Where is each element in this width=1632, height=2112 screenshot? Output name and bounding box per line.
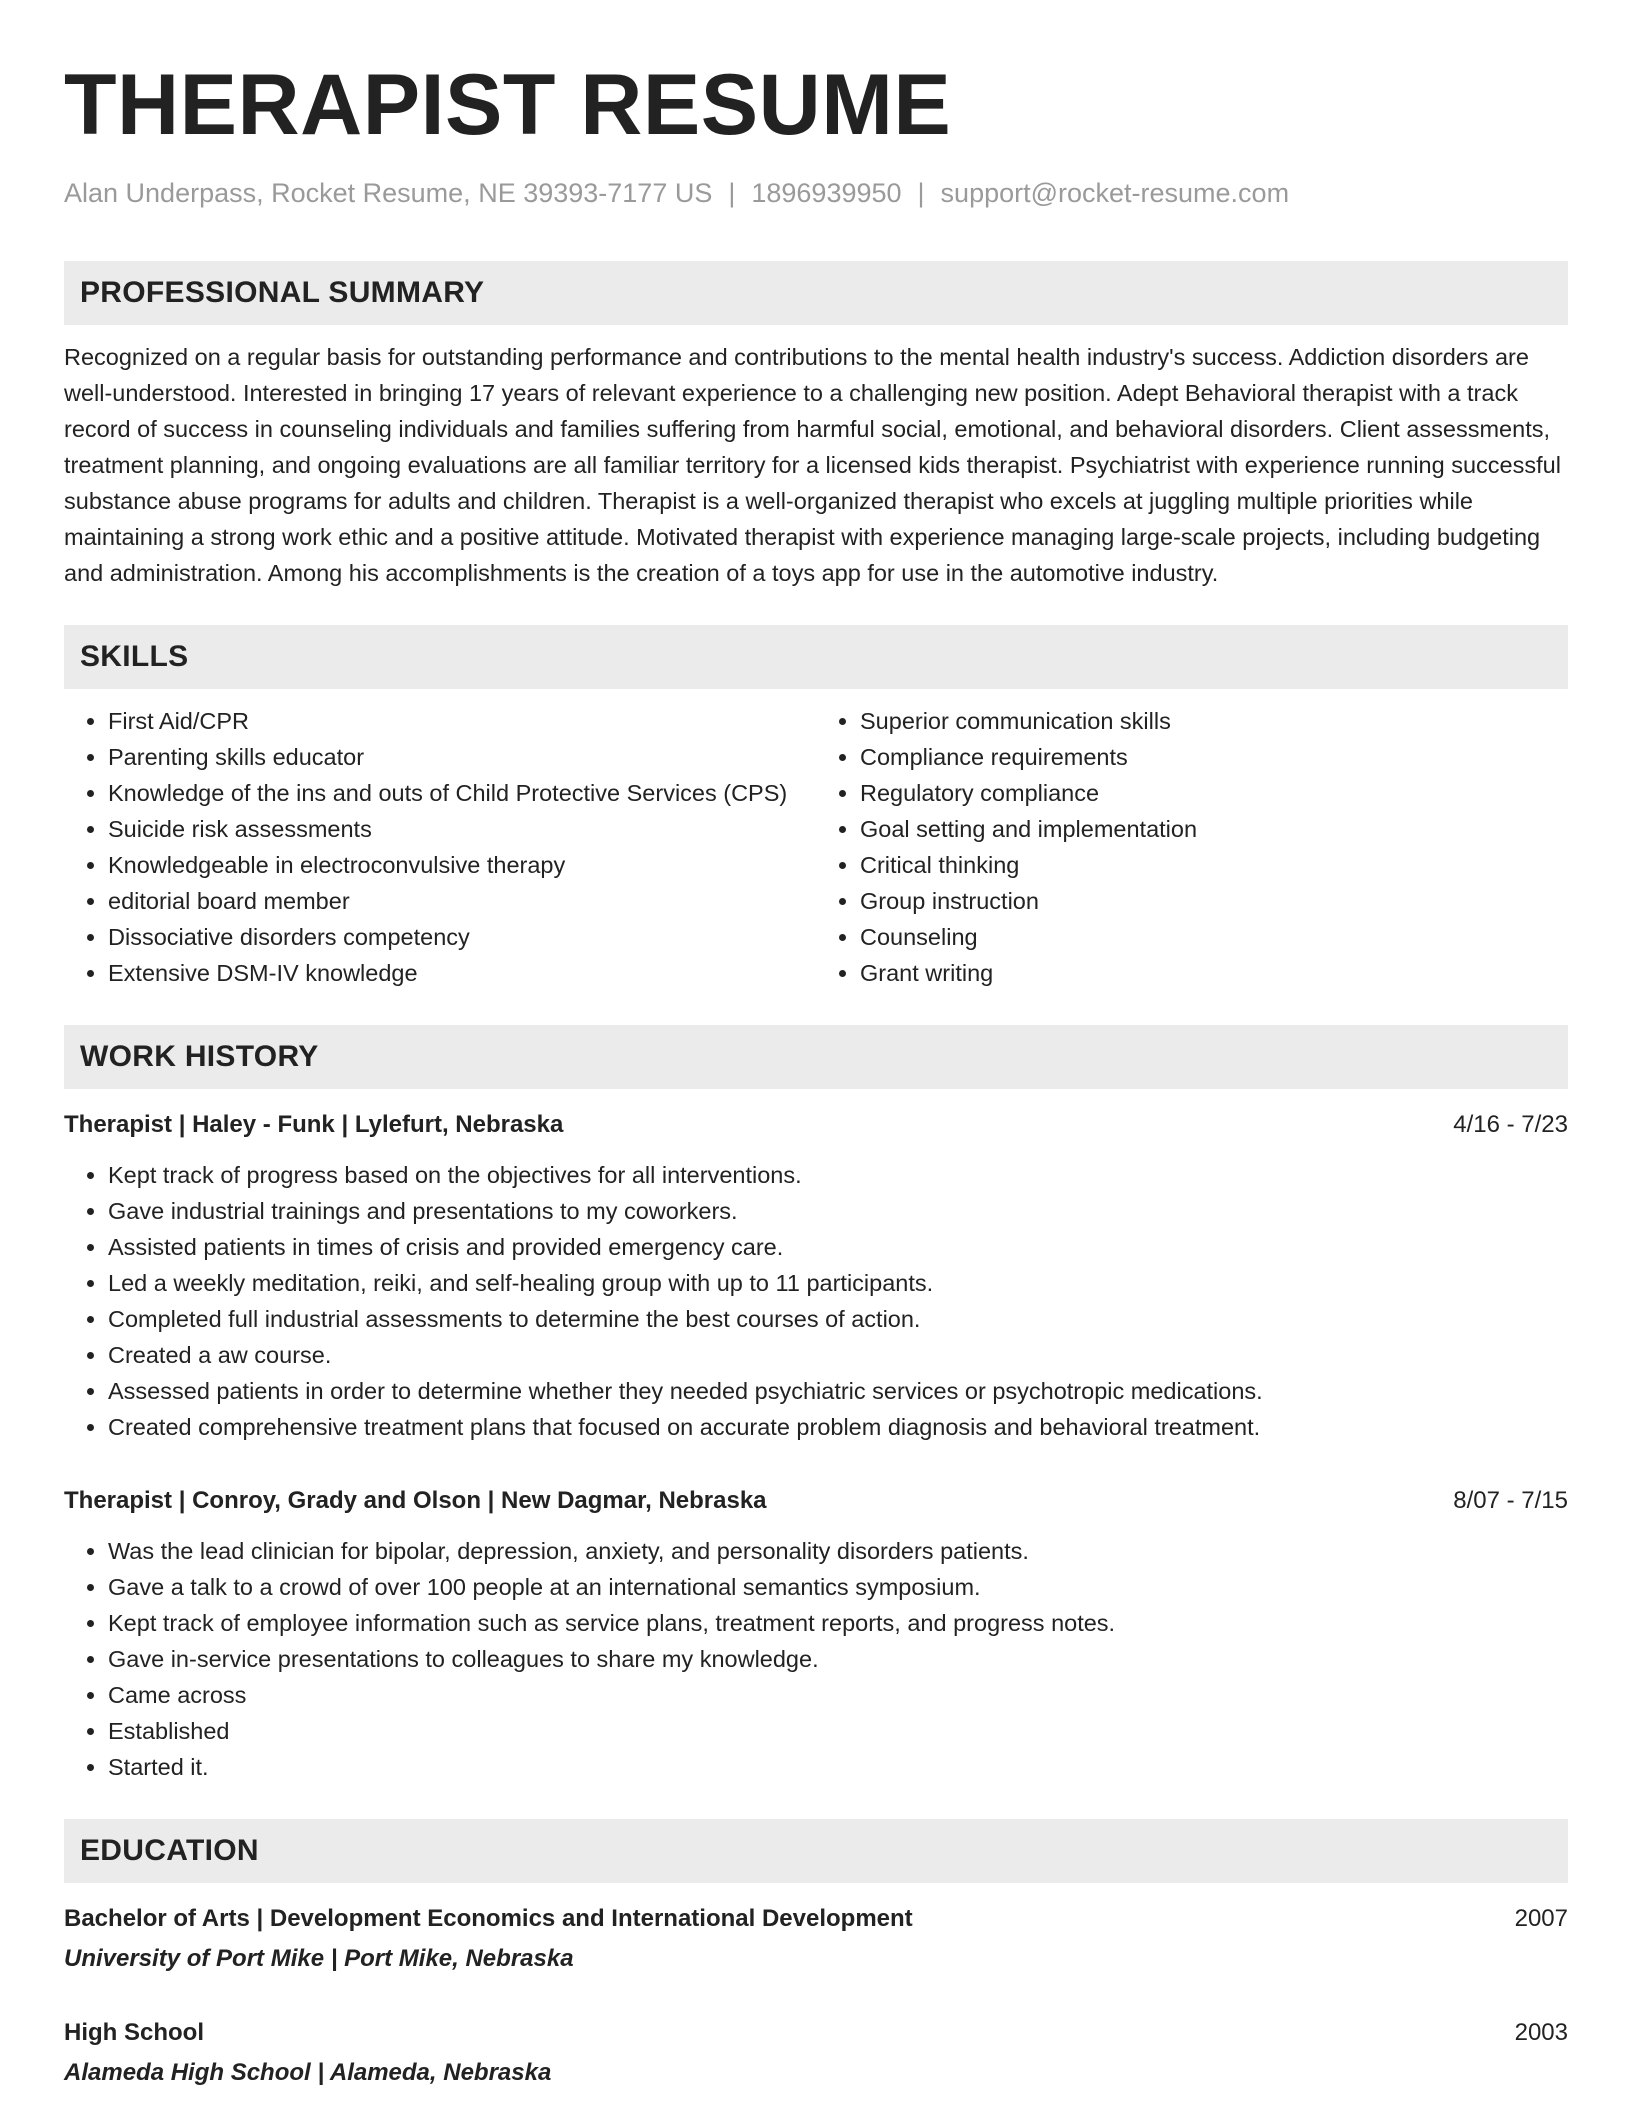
education-header bbox=[64, 1901, 1568, 1937]
job-bullets bbox=[64, 1533, 1568, 1785]
contact-address: Alan Underpass, Rocket Resume, NE 39393-7177 US bbox=[64, 178, 713, 208]
skill-item: • Dissociative disorders competency bbox=[108, 919, 816, 955]
job-title: Therapist | Conroy, Grady and Olson | New Dagmar, Nebraska bbox=[64, 1487, 767, 1514]
skills-column-right bbox=[816, 703, 1568, 991]
job-title: Therapist | Haley - Funk | Lylefurt, Nebraska bbox=[64, 1111, 564, 1138]
job-bullet: • Gave a talk to a crowd of over 100 people at an international semantics symposium. bbox=[108, 1569, 1568, 1605]
education-year: 2003 bbox=[1514, 2019, 1568, 2046]
skill-item: • editorial board member bbox=[108, 883, 816, 919]
job-bullets bbox=[64, 1157, 1568, 1445]
skill-item: • Knowledge of the ins and outs of Child Protective Services (CPS) bbox=[108, 775, 816, 811]
job-bullet: • Assessed patients in order to determine whether they needed psychiatric services or psychotropic medications. bbox=[108, 1373, 1568, 1409]
contact-line bbox=[64, 178, 1568, 209]
skills-list bbox=[64, 703, 1568, 991]
job-bullet: • Kept track of employee information such as service plans, treatment reports, and progress notes. bbox=[108, 1605, 1568, 1641]
skill-item: • Suicide risk assessments bbox=[108, 811, 816, 847]
job-bullet: • Created comprehensive treatment plans that focused on accurate problem diagnosis and behavioral treatment. bbox=[108, 1409, 1568, 1445]
job-dates: 8/07 - 7/15 bbox=[1453, 1487, 1568, 1514]
skill-item: • Superior communication skills bbox=[860, 703, 1568, 739]
skill-item: • Knowledgeable in electroconvulsive therapy bbox=[108, 847, 816, 883]
skill-item: • Compliance requirements bbox=[860, 739, 1568, 775]
skill-item: • Regulatory compliance bbox=[860, 775, 1568, 811]
job-entry bbox=[64, 1483, 1568, 1785]
education-school: Alameda High School | Alameda, Nebraska bbox=[64, 2059, 552, 2086]
job-bullet: • Assisted patients in times of crisis and provided emergency care. bbox=[108, 1229, 1568, 1265]
job-dates: 4/16 - 7/23 bbox=[1453, 1111, 1568, 1138]
job-bullet: • Gave industrial trainings and presentations to my coworkers. bbox=[108, 1193, 1568, 1229]
job-bullet: • Kept track of progress based on the objectives for all interventions. bbox=[108, 1157, 1568, 1193]
education-header bbox=[64, 2015, 1568, 2051]
summary-text: Recognized on a regular basis for outstanding performance and contributions to the mental health industry's success. Addiction disorders are well-understood. Interested in bringing 17 years of relevant experience to a challenging new position. Adept Behavioral therapist with a track record of success in counseling individuals and families suffering from harmful social, emotional, and behavioral disorders. Client assessments, treatment planning, and ongoing evaluations are all familiar territory for a licensed kids therapist. Psychiatrist with experience running successful substance abuse programs for adults and children. Therapist is a well-organized therapist who excels at juggling multiple priorities while maintaining a strong work ethic and a positive attitude. Motivated therapist with experience managing large-scale projects, including budgeting and administration. Among his accomplishments is the creation of a toys app for use in the automotive industry. bbox=[64, 344, 1561, 586]
education-degree: Bachelor of Arts | Development Economics and International Development bbox=[64, 1905, 913, 1932]
contact-phone: 1896939950 bbox=[751, 178, 902, 208]
job-entry bbox=[64, 1107, 1568, 1445]
skill-item: • Grant writing bbox=[860, 955, 1568, 991]
contact-email[interactable]: support@rocket-resume.com bbox=[940, 178, 1290, 208]
skill-item: • Parenting skills educator bbox=[108, 739, 816, 775]
education-year: 2007 bbox=[1514, 1905, 1568, 1932]
skills-heading: SKILLS bbox=[64, 625, 1568, 689]
education-entry bbox=[64, 1901, 1568, 1977]
education-degree: High School bbox=[64, 2019, 204, 2046]
page-title: THERAPIST RESUME bbox=[64, 57, 952, 153]
skill-item: • Group instruction bbox=[860, 883, 1568, 919]
job-bullet: • Completed full industrial assessments to determine the best courses of action. bbox=[108, 1301, 1568, 1337]
job-bullet: • Established bbox=[108, 1713, 1568, 1749]
contact-separator: | bbox=[917, 178, 925, 208]
job-bullet: • Was the lead clinician for bipolar, depression, anxiety, and personality disorders patients. bbox=[108, 1533, 1568, 1569]
job-bullet: • Created a aw course. bbox=[108, 1337, 1568, 1373]
skill-item: • Counseling bbox=[860, 919, 1568, 955]
education-school: University of Port Mike | Port Mike, Nebraska bbox=[64, 1945, 574, 1972]
contact-separator: | bbox=[728, 178, 736, 208]
summary-heading: PROFESSIONAL SUMMARY bbox=[64, 261, 1568, 325]
job-bullet: • Led a weekly meditation, reiki, and self-healing group with up to 11 participants. bbox=[108, 1265, 1568, 1301]
skill-item: • First Aid/CPR bbox=[108, 703, 816, 739]
job-bullet: • Gave in-service presentations to colleagues to share my knowledge. bbox=[108, 1641, 1568, 1677]
skill-item: • Extensive DSM-IV knowledge bbox=[108, 955, 816, 991]
job-header bbox=[64, 1107, 1568, 1143]
skill-item: • Goal setting and implementation bbox=[860, 811, 1568, 847]
education-entry bbox=[64, 2015, 1568, 2091]
skills-column-left bbox=[64, 703, 816, 991]
skill-item: • Critical thinking bbox=[860, 847, 1568, 883]
job-bullet: • Came across bbox=[108, 1677, 1568, 1713]
work-history-heading: WORK HISTORY bbox=[64, 1025, 1568, 1089]
job-header bbox=[64, 1483, 1568, 1519]
education-heading: EDUCATION bbox=[64, 1819, 1568, 1883]
job-bullet: • Started it. bbox=[108, 1749, 1568, 1785]
